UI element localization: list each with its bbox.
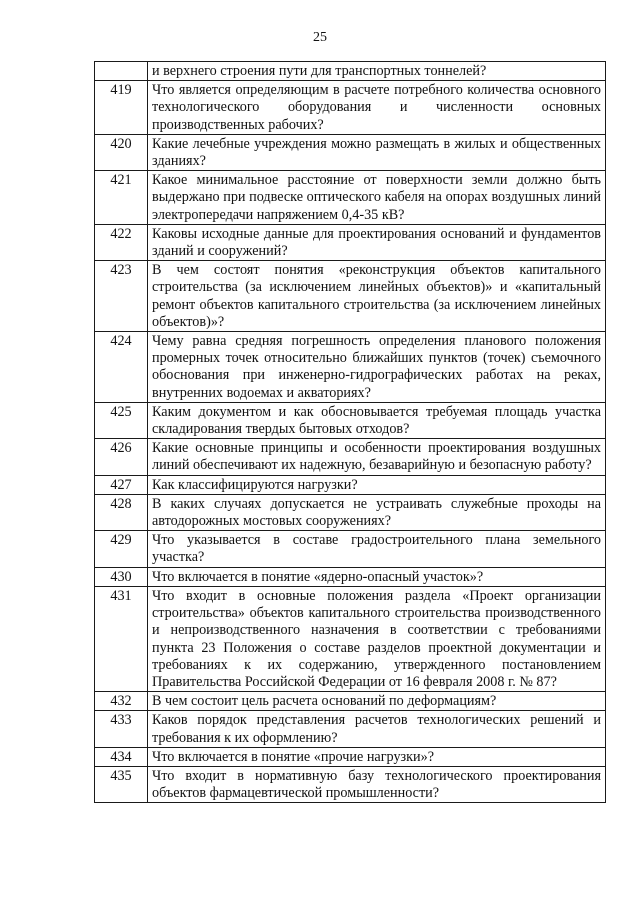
question-text: В чем состоит цель расчета оснований по деформациям?	[148, 692, 606, 711]
question-number: 429	[95, 531, 148, 567]
question-number: 424	[95, 332, 148, 403]
questions-table	[94, 61, 606, 803]
question-text: Что включается в понятие «ядерно-опасный участок»?	[148, 567, 606, 586]
question-number: 421	[95, 171, 148, 225]
table-row	[95, 711, 606, 747]
table-row	[95, 439, 606, 475]
table-row	[95, 402, 606, 438]
table-row	[95, 224, 606, 260]
question-number	[95, 62, 148, 81]
question-number: 426	[95, 439, 148, 475]
page-number: 25	[313, 30, 327, 45]
table-row	[95, 586, 606, 691]
question-number: 431	[95, 586, 148, 691]
table-row	[95, 567, 606, 586]
table-row	[95, 332, 606, 403]
question-number: 428	[95, 494, 148, 530]
question-number: 432	[95, 692, 148, 711]
question-number: 434	[95, 747, 148, 766]
table-row	[95, 531, 606, 567]
table-row	[95, 494, 606, 530]
table-row	[95, 62, 606, 81]
question-text: Какие основные принципы и особенности проектирования воздушных линий обеспечивают их надежную, безаварийную и безопасную работу?	[148, 439, 606, 475]
question-text: Что включается в понятие «прочие нагрузки»?	[148, 747, 606, 766]
table-row	[95, 81, 606, 135]
question-text: Чему равна средняя погрешность определения планового положения промерных точек относительно ближайших пунктов (точек) съемочного обоснования при инженерно-гидрографических работах на реках, внутренних водоемах и акваториях?	[148, 332, 606, 403]
question-text: и верхнего строения пути для транспортных тоннелей?	[148, 62, 606, 81]
table-row	[95, 475, 606, 494]
question-number: 433	[95, 711, 148, 747]
question-text: Что входит в нормативную базу технологического проектирования объектов фармацевтической промышленности?	[148, 766, 606, 802]
question-text: Какие лечебные учреждения можно размещать в жилых и общественных зданиях?	[148, 134, 606, 170]
question-number: 420	[95, 134, 148, 170]
question-text: Как классифицируются нагрузки?	[148, 475, 606, 494]
question-text: Каковы исходные данные для проектирования оснований и фундаментов зданий и сооружений?	[148, 224, 606, 260]
question-text: Каким документом и как обосновывается требуемая площадь участка складирования твердых бытовых отходов?	[148, 402, 606, 438]
question-text: Что входит в основные положения раздела «Проект организации строительства» объектов капитального строительства производственного и непроизводственного назначения в соответствии с требованиями пункта 23 Положения о составе разделов проектной документации и требованиях к их содержанию, утвержденного постановлением Правительства Российской Федерации от 16 февраля 2008 г. № 87?	[148, 586, 606, 691]
question-text: В чем состоят понятия «реконструкция объектов капитального строительства (за исключением линейных объектов)» и «капитальный ремонт объектов капитального строительства (за исключением линейных объектов)»?	[148, 261, 606, 332]
table-row	[95, 261, 606, 332]
question-text: Каков порядок представления расчетов технологических решений и требования к их оформлению?	[148, 711, 606, 747]
question-number: 419	[95, 81, 148, 135]
table-row	[95, 747, 606, 766]
question-text: Что указывается в составе градостроительного плана земельного участка?	[148, 531, 606, 567]
question-number: 427	[95, 475, 148, 494]
question-text: Что является определяющим в расчете потребного количества основного технологического оборудования и численности основных производственных рабочих?	[148, 81, 606, 135]
table-row	[95, 692, 606, 711]
table-row	[95, 134, 606, 170]
question-number: 423	[95, 261, 148, 332]
table-row	[95, 171, 606, 225]
table-row	[95, 766, 606, 802]
question-number: 422	[95, 224, 148, 260]
question-text: В каких случаях допускается не устраивать служебные проходы на автодорожных мостовых сооружениях?	[148, 494, 606, 530]
question-number: 430	[95, 567, 148, 586]
question-text: Какое минимальное расстояние от поверхности земли должно быть выдержано при подвеске оптического кабеля на опорах воздушных линий электропередачи напряжением 0,4-35 кВ?	[148, 171, 606, 225]
question-number: 425	[95, 402, 148, 438]
question-number: 435	[95, 766, 148, 802]
